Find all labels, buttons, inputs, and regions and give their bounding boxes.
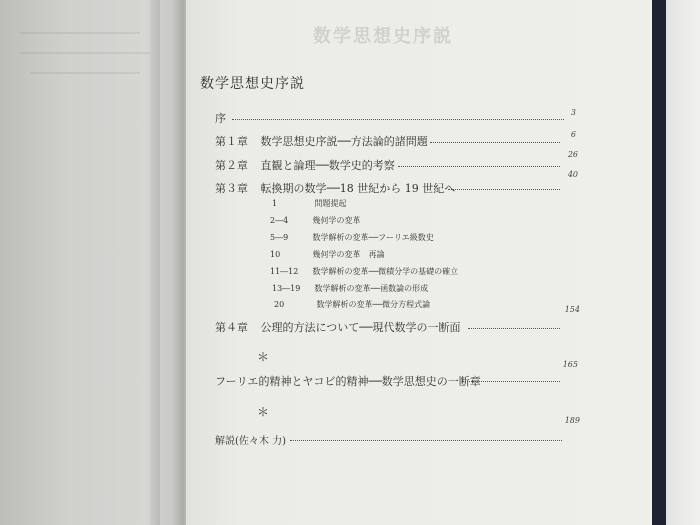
- backdrop: [666, 0, 700, 525]
- toc-entry-chapter-4: [215, 319, 461, 335]
- toc-entry-essay: [215, 373, 481, 389]
- toc-page-number: 40: [567, 170, 578, 179]
- toc-entry-chapter-1: [215, 133, 428, 149]
- subsection-title: 幾何学の変革 再論: [312, 250, 385, 259]
- subsection-number: 2―4: [270, 216, 289, 225]
- subsection-number: 20: [274, 300, 285, 309]
- subsection-title: 数学解析の変革──フーリエ級数史: [312, 233, 434, 242]
- chapter-title: 公理的方法について──現代数学の一断面: [260, 321, 461, 334]
- chapter-number: 第１章: [215, 135, 248, 148]
- toc-page-number: 26: [567, 150, 578, 159]
- toc-page-number: 165: [562, 360, 578, 369]
- dot-leader: [462, 381, 560, 382]
- left-page-edge: [150, 0, 160, 525]
- toc-subsection: [270, 232, 434, 243]
- toc-page-number: 3: [570, 108, 576, 117]
- separator-asterisk: ＊: [257, 350, 270, 364]
- toc-subsection: [272, 283, 428, 294]
- subsection-number: 13―19: [272, 284, 301, 293]
- subsection-title: 数学解析の変革──微積分学の基礎の確立: [312, 267, 459, 276]
- running-head: 数学思想史序説: [313, 26, 453, 47]
- toc-entry-commentary: [215, 432, 286, 447]
- toc-page-number: 6: [570, 130, 576, 139]
- chapter-title: 数学思想史序説──方法論的諸問題: [260, 135, 428, 148]
- dot-leader: [232, 119, 564, 120]
- subsection-number: 10: [270, 250, 281, 259]
- toc-entry-chapter-2: [215, 157, 395, 173]
- toc-entry-preface: [215, 110, 226, 126]
- chapter-title: 転換期の数学──18 世紀から 19 世紀へ: [260, 182, 456, 195]
- book-cover-edge: [652, 0, 666, 525]
- dot-leader: [398, 166, 560, 167]
- chapter-number: 第３章: [215, 182, 248, 195]
- commentary-title: 解説(佐々木 力): [215, 436, 286, 447]
- subsection-number: 1: [272, 199, 278, 208]
- toc-entry-label: 序: [215, 112, 226, 125]
- separator-asterisk: ＊: [257, 405, 270, 419]
- subsection-number: 5―9: [270, 233, 289, 242]
- chapter-number: 第２章: [215, 159, 248, 172]
- toc-page-number: 154: [564, 305, 580, 314]
- dot-leader: [468, 328, 560, 329]
- toc-subsection: [270, 215, 361, 226]
- subsection-title: 数学解析の変革──微分方程式論: [316, 300, 431, 309]
- subsection-title: 幾何学の変革: [312, 216, 361, 225]
- dot-leader: [290, 440, 562, 441]
- chapter-number: 第４章: [215, 321, 248, 334]
- subsection-title: 問題提起: [314, 199, 347, 208]
- toc-page-number: 189: [564, 416, 580, 425]
- toc-subsection: [270, 249, 385, 260]
- dot-leader: [430, 142, 560, 143]
- toc-title: 数学思想史序説: [200, 76, 305, 92]
- toc-subsection: [272, 198, 347, 209]
- toc-subsection: [270, 266, 458, 277]
- subsection-title: 数学解析の変革──函数論の形成: [314, 284, 429, 293]
- toc-subsection: [274, 299, 430, 310]
- subsection-number: 11―12: [270, 267, 299, 276]
- toc-entry-chapter-3: [215, 180, 455, 196]
- essay-title: フーリエ的精神とヤコビ的精神──数学思想史の一断章: [215, 375, 481, 388]
- dot-leader: [448, 189, 560, 190]
- chapter-title: 直観と論理──数学史的考察: [260, 159, 395, 172]
